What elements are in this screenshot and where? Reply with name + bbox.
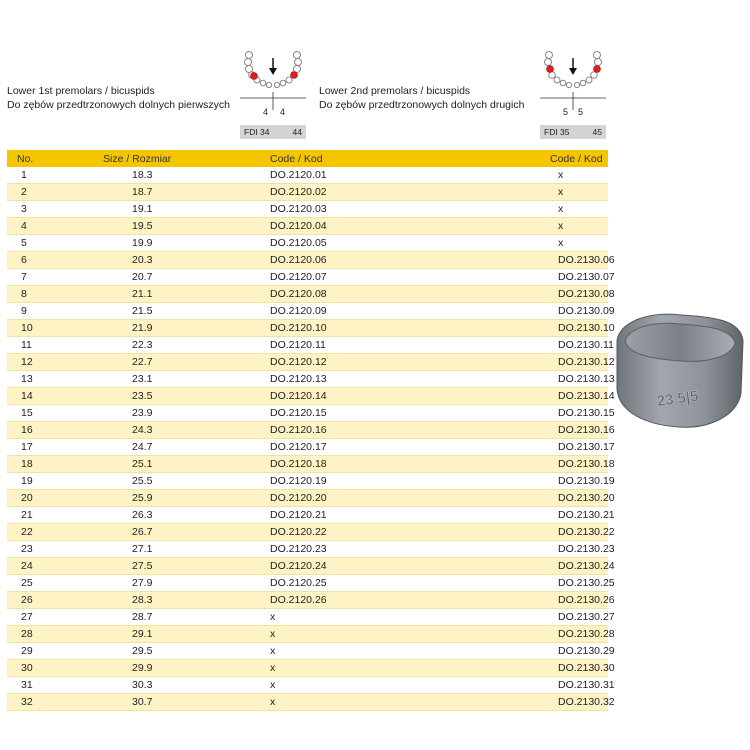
row-size: 19.5 bbox=[91, 218, 270, 235]
quadrant-left-2: 5 bbox=[563, 107, 569, 117]
row-no: 2 bbox=[7, 184, 91, 201]
row-no: 11 bbox=[21, 339, 32, 351]
fdi-box-1 bbox=[240, 125, 306, 139]
table-row bbox=[7, 558, 608, 575]
table-row bbox=[7, 371, 608, 388]
header-lower-2nd-premolars bbox=[319, 84, 524, 112]
row-size: 24.3 bbox=[91, 422, 270, 439]
row-code-2nd: DO.2130.15 bbox=[558, 407, 615, 419]
row-code-1st: DO.2120.26 bbox=[270, 592, 480, 609]
table-row bbox=[7, 677, 608, 694]
row-no: 4 bbox=[7, 218, 91, 235]
table-row bbox=[7, 388, 608, 405]
row-code-2nd: DO.2130.14 bbox=[480, 388, 608, 405]
row-code-1st: DO.2120.13 bbox=[270, 373, 327, 385]
row-code-1st: DO.2120.05 bbox=[270, 237, 327, 249]
col-code-1st: Code / Kod bbox=[270, 150, 480, 167]
row-size: 25.9 bbox=[91, 490, 270, 507]
row-code-1st: DO.2120.16 bbox=[270, 422, 480, 439]
row-size: 24.7 bbox=[132, 441, 153, 453]
row-no: 32 bbox=[7, 694, 91, 711]
table-row bbox=[7, 439, 608, 456]
row-code-1st: x bbox=[270, 660, 480, 677]
row-no: 22 bbox=[7, 524, 91, 541]
row-size: 19.9 bbox=[132, 237, 153, 249]
row-code-2nd: DO.2130.21 bbox=[558, 509, 615, 521]
row-size: 29.5 bbox=[132, 645, 153, 657]
orthodontic-band-image bbox=[611, 305, 747, 435]
row-code-2nd: DO.2130.28 bbox=[480, 626, 608, 643]
row-code-1st: DO.2120.02 bbox=[270, 184, 480, 201]
row-code-1st: DO.2120.01 bbox=[270, 169, 327, 181]
row-code-1st: DO.2120.21 bbox=[270, 509, 327, 521]
row-code-2nd: DO.2130.06 bbox=[480, 252, 608, 269]
row-no: 23 bbox=[21, 543, 33, 555]
row-code-2nd: DO.2130.08 bbox=[480, 286, 608, 303]
table-row bbox=[7, 286, 608, 303]
row-no: 20 bbox=[7, 490, 91, 507]
row-code-2nd: DO.2130.11 bbox=[558, 339, 614, 351]
row-code-2nd: DO.2130.29 bbox=[558, 645, 615, 657]
row-code-2nd: DO.2130.22 bbox=[480, 524, 608, 541]
marked-tooth-left bbox=[251, 73, 258, 80]
table-row bbox=[7, 320, 608, 337]
row-code-1st: DO.2120.18 bbox=[270, 456, 480, 473]
row-code-1st: DO.2120.12 bbox=[270, 354, 480, 371]
row-size: 27.5 bbox=[91, 558, 270, 575]
row-code-1st: DO.2120.03 bbox=[270, 203, 327, 215]
row-no: 5 bbox=[21, 237, 27, 249]
table-row bbox=[7, 354, 608, 371]
row-code-2nd: x bbox=[480, 184, 608, 201]
row-size: 21.1 bbox=[91, 286, 270, 303]
row-code-2nd: DO.2130.09 bbox=[558, 305, 615, 317]
svg-text:23 5|5: 23 5|5 bbox=[655, 387, 700, 411]
row-size: 18.7 bbox=[91, 184, 270, 201]
row-no: 18 bbox=[7, 456, 91, 473]
row-no: 10 bbox=[7, 320, 91, 337]
row-code-1st: DO.2120.09 bbox=[270, 305, 327, 317]
row-size: 25.1 bbox=[91, 456, 270, 473]
col-size: Size / Rozmiar bbox=[91, 150, 270, 167]
row-size: 27.1 bbox=[132, 543, 153, 555]
row-code-2nd: x bbox=[558, 169, 564, 181]
col-code-2nd: Code / Kod bbox=[480, 150, 608, 167]
row-code-2nd: DO.2130.12 bbox=[480, 354, 608, 371]
row-code-1st: x bbox=[270, 645, 276, 657]
row-no: 14 bbox=[7, 388, 91, 405]
row-no: 19 bbox=[21, 475, 33, 487]
row-code-2nd: DO.2130.07 bbox=[558, 271, 615, 283]
table-row bbox=[7, 337, 608, 354]
row-no: 1 bbox=[21, 169, 27, 181]
fdi-right-1: 44 bbox=[292, 127, 302, 137]
row-size: 26.7 bbox=[91, 524, 270, 541]
fdi-right-2: 45 bbox=[592, 127, 602, 137]
table-row bbox=[7, 694, 608, 711]
row-size: 20.3 bbox=[91, 252, 270, 269]
row-no: 25 bbox=[21, 577, 33, 589]
table-row bbox=[7, 235, 608, 252]
row-code-1st: DO.2120.24 bbox=[270, 558, 480, 575]
table-row bbox=[7, 490, 608, 507]
table-row bbox=[7, 303, 608, 320]
row-no: 21 bbox=[21, 509, 33, 521]
table-body bbox=[7, 167, 615, 711]
row-code-2nd: x bbox=[558, 203, 564, 215]
row-code-1st: DO.2120.20 bbox=[270, 490, 480, 507]
row-code-1st: DO.2120.17 bbox=[270, 441, 327, 453]
row-no: 30 bbox=[7, 660, 91, 677]
row-code-2nd: DO.2130.24 bbox=[480, 558, 608, 575]
row-code-1st: x bbox=[270, 694, 480, 711]
row-code-1st: DO.2120.10 bbox=[270, 320, 480, 337]
row-size: 22.3 bbox=[132, 339, 153, 351]
table-row bbox=[7, 473, 608, 490]
row-size: 30.3 bbox=[132, 679, 153, 691]
table-row bbox=[7, 660, 608, 677]
row-size: 30.7 bbox=[91, 694, 270, 711]
header-lower-1st-premolars bbox=[7, 84, 230, 112]
row-size: 18.3 bbox=[132, 169, 153, 181]
row-no: 16 bbox=[7, 422, 91, 439]
row-code-1st: DO.2120.07 bbox=[270, 271, 327, 283]
row-no: 7 bbox=[21, 271, 27, 283]
row-size: 28.3 bbox=[91, 592, 270, 609]
title-en: Lower 2nd premolars / bicuspids bbox=[319, 85, 471, 97]
row-size: 23.9 bbox=[132, 407, 153, 419]
row-code-1st: DO.2120.04 bbox=[270, 218, 480, 235]
row-code-2nd: DO.2130.19 bbox=[558, 475, 615, 487]
quadrant-left-1: 4 bbox=[263, 107, 269, 117]
row-no: 3 bbox=[21, 203, 27, 215]
row-no: 9 bbox=[21, 305, 27, 317]
row-no: 15 bbox=[21, 407, 33, 419]
table-row bbox=[7, 626, 608, 643]
row-code-1st: DO.2120.23 bbox=[270, 543, 327, 555]
marked-tooth-left bbox=[547, 66, 554, 73]
row-code-1st: DO.2120.14 bbox=[270, 388, 480, 405]
row-code-2nd: DO.2130.31 bbox=[558, 679, 615, 691]
row-no: 29 bbox=[21, 645, 33, 657]
row-code-1st: DO.2120.06 bbox=[270, 252, 480, 269]
table-row bbox=[7, 643, 608, 660]
row-no: 28 bbox=[7, 626, 91, 643]
table-row bbox=[7, 592, 608, 609]
fdi-left-1: FDI 34 bbox=[244, 127, 270, 137]
table-row bbox=[7, 507, 608, 524]
row-code-2nd: DO.2130.26 bbox=[480, 592, 608, 609]
row-no: 24 bbox=[7, 558, 91, 575]
quadrant-right-2: 5 bbox=[578, 107, 584, 117]
table-row bbox=[7, 609, 608, 626]
row-code-2nd: x bbox=[558, 237, 564, 249]
row-size: 28.7 bbox=[132, 611, 153, 623]
row-code-2nd: DO.2130.13 bbox=[558, 373, 615, 385]
row-no: 8 bbox=[7, 286, 91, 303]
quadrant-right-1: 4 bbox=[280, 107, 286, 117]
row-size: 20.7 bbox=[132, 271, 153, 283]
table-row bbox=[7, 541, 608, 558]
row-no: 26 bbox=[7, 592, 91, 609]
row-code-2nd: DO.2130.10 bbox=[480, 320, 608, 337]
col-no: No. bbox=[7, 150, 91, 167]
row-size: 22.7 bbox=[91, 354, 270, 371]
marked-tooth-right bbox=[291, 72, 298, 79]
row-size: 29.1 bbox=[91, 626, 270, 643]
row-no: 13 bbox=[21, 373, 33, 385]
row-code-1st: DO.2120.19 bbox=[270, 475, 327, 487]
row-code-1st: x bbox=[270, 679, 276, 691]
table-row bbox=[7, 201, 608, 218]
row-code-1st: DO.2120.08 bbox=[270, 286, 480, 303]
table-header-row bbox=[7, 150, 608, 167]
band-illustration bbox=[611, 305, 747, 435]
row-code-2nd: DO.2130.32 bbox=[480, 694, 608, 711]
row-code-1st: DO.2120.22 bbox=[270, 524, 480, 541]
table-row bbox=[7, 184, 608, 201]
row-code-1st: x bbox=[270, 611, 276, 623]
row-size: 23.1 bbox=[132, 373, 153, 385]
table-row bbox=[7, 405, 608, 422]
row-size: 26.3 bbox=[132, 509, 153, 521]
row-code-2nd: DO.2130.18 bbox=[480, 456, 608, 473]
row-size: 29.9 bbox=[91, 660, 270, 677]
row-size: 19.1 bbox=[132, 203, 153, 215]
row-code-2nd: x bbox=[480, 218, 608, 235]
row-size: 23.5 bbox=[91, 388, 270, 405]
table-row bbox=[7, 167, 608, 184]
table-row bbox=[7, 422, 608, 439]
row-code-2nd: DO.2130.23 bbox=[558, 543, 615, 555]
size-table bbox=[7, 150, 615, 711]
row-code-1st: DO.2120.15 bbox=[270, 407, 327, 419]
title-pl: Do zębów przedtrzonowych dolnych drugich bbox=[319, 99, 525, 111]
table-row bbox=[7, 252, 608, 269]
table-row bbox=[7, 524, 608, 541]
row-no: 31 bbox=[21, 679, 33, 691]
row-size: 21.5 bbox=[132, 305, 153, 317]
lower-jaw-icon bbox=[540, 50, 606, 110]
row-code-2nd: DO.2130.16 bbox=[480, 422, 608, 439]
row-size: 25.5 bbox=[132, 475, 153, 487]
row-code-2nd: DO.2130.17 bbox=[558, 441, 615, 453]
fdi-box-2 bbox=[540, 125, 606, 139]
row-no: 6 bbox=[7, 252, 91, 269]
row-size: 21.9 bbox=[91, 320, 270, 337]
row-no: 17 bbox=[21, 441, 33, 453]
table-row bbox=[7, 456, 608, 473]
table-row bbox=[7, 218, 608, 235]
row-code-2nd: DO.2130.30 bbox=[480, 660, 608, 677]
table-row bbox=[7, 575, 608, 592]
title-en: Lower 1st premolars / bicuspids bbox=[7, 85, 155, 97]
fdi-left-2: FDI 35 bbox=[544, 127, 570, 137]
row-code-1st: DO.2120.25 bbox=[270, 577, 327, 589]
lower-jaw-icon bbox=[240, 50, 306, 110]
row-code-2nd: DO.2130.25 bbox=[558, 577, 615, 589]
row-code-2nd: DO.2130.27 bbox=[558, 611, 615, 623]
marked-tooth-right bbox=[594, 66, 601, 73]
row-code-1st: x bbox=[270, 626, 480, 643]
table-row bbox=[7, 269, 608, 286]
row-size: 27.9 bbox=[132, 577, 153, 589]
title-pl: Do zębów przedtrzonowych dolnych pierwszych bbox=[7, 99, 230, 111]
row-code-2nd: DO.2130.20 bbox=[480, 490, 608, 507]
row-no: 27 bbox=[21, 611, 33, 623]
row-code-1st: DO.2120.11 bbox=[270, 339, 326, 351]
row-no: 12 bbox=[7, 354, 91, 371]
